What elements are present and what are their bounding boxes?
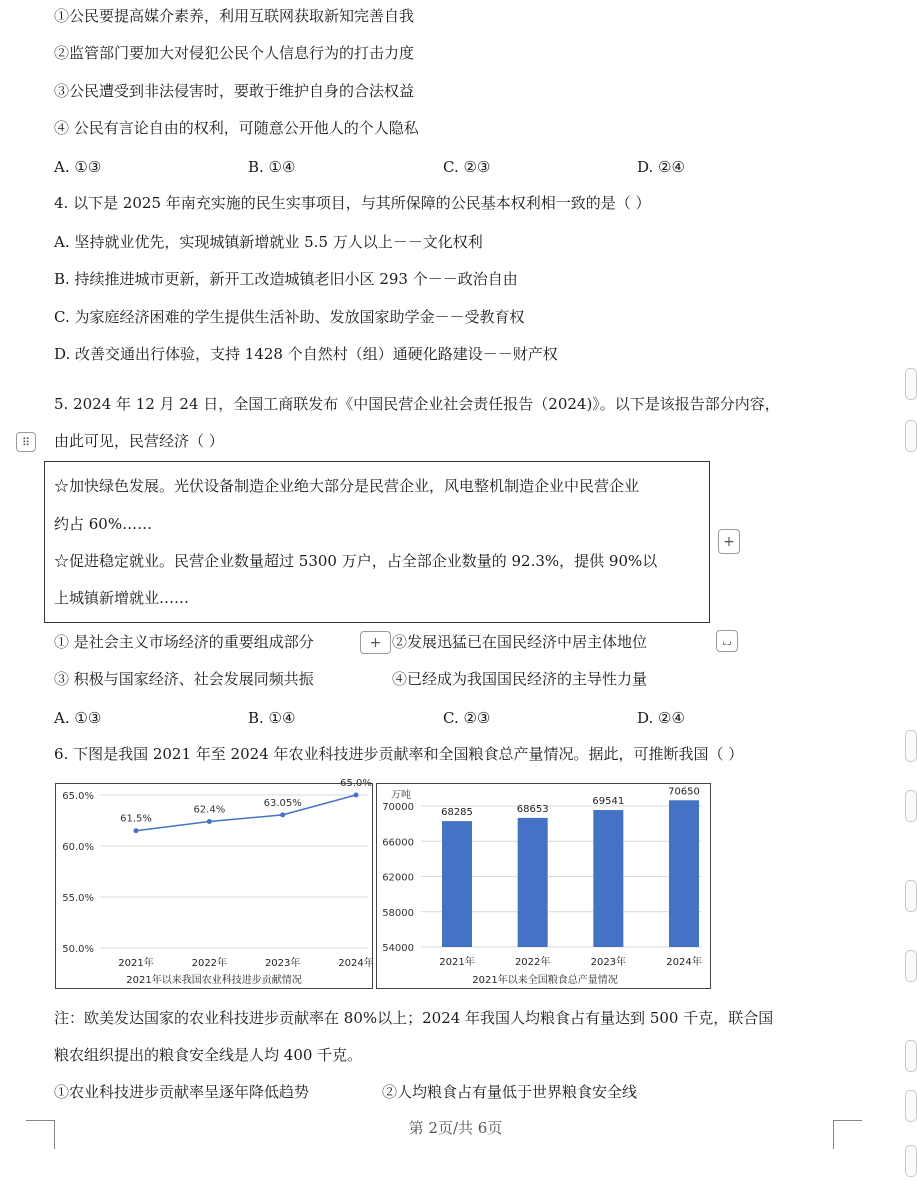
q5-box-line4: 上城镇新增就业…… bbox=[54, 589, 190, 607]
data-label: 62.4% bbox=[193, 804, 226, 816]
data-label: 70650 bbox=[668, 786, 700, 798]
q5-item-4: ④已经成为我国国民经济的主导性力量 bbox=[392, 670, 648, 688]
q5-option-b: B. ①④ bbox=[248, 709, 296, 727]
x-tick-label: 2021年 bbox=[118, 958, 154, 969]
y-unit-label: 万吨 bbox=[391, 790, 411, 801]
data-label: 65.0% bbox=[340, 778, 372, 789]
y-tick-label: 50.0% bbox=[62, 944, 94, 955]
q6-note-line1: 注：欧美发达国家的农业科技进步贡献率在 80%以上；2024 年我国人均粮食占有量达到 500 千克，联合国 bbox=[54, 1009, 774, 1027]
q4-option-d: D. 改善交通出行体验，支持 1428 个自然村（组）通硬化路建设－－财产权 bbox=[54, 345, 558, 363]
series-line bbox=[136, 795, 356, 831]
q6-item-2: ②人均粮食占有量低于世界粮食安全线 bbox=[382, 1083, 638, 1101]
q4-option-b: B. 持续推进城市更新，新开工改造城镇老旧小区 293 个－－政治自由 bbox=[54, 270, 518, 288]
line-chart bbox=[56, 778, 374, 988]
x-tick-label: 2022年 bbox=[514, 957, 551, 968]
q6-item-1: ①农业科技进步贡献率呈逐年降低趋势 bbox=[54, 1083, 310, 1101]
resize-handle-icon[interactable]: ⌞⌟ bbox=[716, 630, 738, 652]
q6-note-line2: 粮农组织提出的粮食安全线是人均 400 千克。 bbox=[54, 1046, 363, 1064]
q5-box-line3: ☆促进稳定就业。民营企业数量超过 5300 万户，占全部企业数量的 92.3%，提供 90%以 bbox=[54, 552, 658, 570]
add-column-icon[interactable]: + bbox=[718, 529, 740, 554]
q5-item-1: ① 是社会主义市场经济的重要组成部分 bbox=[54, 633, 314, 651]
data-point bbox=[207, 819, 212, 824]
q3-option-c: C. ②③ bbox=[443, 158, 491, 176]
sidebar-tab[interactable] bbox=[905, 1090, 917, 1122]
data-label: 61.5% bbox=[120, 813, 152, 825]
q4-option-c: C. 为家庭经济困难的学生提供生活补助、发放国家助学金－－受教育权 bbox=[54, 308, 525, 326]
bar bbox=[593, 810, 623, 947]
data-label: 63.05% bbox=[263, 797, 302, 809]
data-label: 68285 bbox=[441, 807, 473, 819]
add-row-icon[interactable]: + bbox=[360, 631, 391, 654]
q5-option-d: D. ②④ bbox=[637, 709, 685, 727]
q5-box-line2: 约占 60%…… bbox=[54, 515, 153, 533]
x-tick-label: 2021年 bbox=[439, 957, 475, 968]
q3-item-1: ①公民要提高媒介素养，利用互联网获取新知完善自我 bbox=[54, 7, 415, 25]
sidebar-tab[interactable] bbox=[905, 880, 917, 912]
x-tick-label: 2022年 bbox=[191, 958, 228, 969]
sidebar-tab[interactable] bbox=[905, 950, 917, 982]
line-chart-frame bbox=[55, 778, 374, 989]
q4-stem: 4. 以下是 2025 年南充实施的民生实事项目，与其所保障的公民基本权利相一致的是（ ） bbox=[54, 194, 651, 212]
data-point bbox=[280, 812, 285, 817]
bar bbox=[442, 821, 472, 947]
q4-option-a: A. 坚持就业优先，实现城镇新增就业 5.5 万人以上－－文化权利 bbox=[54, 233, 483, 251]
data-label: 68653 bbox=[516, 803, 549, 815]
sidebar-tab[interactable] bbox=[905, 730, 917, 762]
q5-option-c: C. ②③ bbox=[443, 709, 491, 727]
data-point bbox=[134, 828, 139, 833]
sidebar-tab[interactable] bbox=[905, 1145, 917, 1177]
data-point bbox=[354, 793, 359, 798]
q3-option-d: D. ②④ bbox=[637, 158, 685, 176]
q5-stem-line1: 5. 2024 年 12 月 24 日，全国工商联发布《中国民营企业社会责任报告（2024)》。以下是该报告部分内容， bbox=[54, 395, 780, 413]
y-tick-label: 55.0% bbox=[62, 893, 94, 904]
bar bbox=[669, 800, 699, 947]
bar bbox=[518, 818, 548, 947]
y-tick-label: 70000 bbox=[382, 802, 414, 813]
y-tick-label: 54000 bbox=[382, 943, 414, 954]
q3-item-2: ②监管部门要加大对侵犯公民个人信息行为的打击力度 bbox=[54, 44, 415, 62]
q3-option-b: B. ①④ bbox=[248, 158, 296, 176]
q3-item-4: ④ 公民有言论自由的权利，可随意公开他人的个人隐私 bbox=[54, 119, 419, 137]
y-tick-label: 60.0% bbox=[62, 842, 94, 853]
y-tick-label: 65.0% bbox=[62, 791, 94, 802]
q3-option-a: A. ①③ bbox=[54, 158, 102, 176]
x-tick-label: 2024年 bbox=[666, 957, 702, 968]
q5-stem-line2: 由此可见，民营经济（ ） bbox=[54, 432, 224, 450]
sidebar-tab[interactable] bbox=[905, 368, 917, 400]
y-tick-label: 58000 bbox=[382, 907, 414, 919]
drag-handle-icon[interactable]: ⠿ bbox=[16, 432, 36, 452]
chart-title: 2021年以来我国农业科技进步贡献情况 bbox=[126, 975, 302, 986]
y-tick-label: 66000 bbox=[382, 837, 414, 849]
y-tick-label: 62000 bbox=[382, 872, 414, 884]
chart-title: 2021年以来全国粮食总产量情况 bbox=[472, 975, 618, 986]
q5-box-line1: ☆加快绿色发展。光伏设备制造企业绝大部分是民营企业，风电整机制造企业中民营企业 bbox=[54, 477, 640, 495]
q6-stem: 6. 下图是我国 2021 年至 2024 年农业科技进步贡献率和全国粮食总产量情况。据此，可推断我国（ ） bbox=[54, 745, 744, 763]
q5-item-3: ③ 积极与国家经济、社会发展同频共振 bbox=[54, 670, 314, 688]
x-tick-label: 2023年 bbox=[590, 957, 627, 968]
q3-item-3: ③公民遭受到非法侵害时，要敢于维护自身的合法权益 bbox=[54, 82, 415, 100]
data-label: 69541 bbox=[592, 796, 625, 808]
sidebar-tab[interactable] bbox=[905, 420, 917, 452]
page-footer: 第 2页/共 6页 bbox=[408, 1119, 503, 1137]
x-tick-label: 2023年 bbox=[264, 958, 301, 969]
x-tick-label: 2024年 bbox=[338, 958, 374, 969]
q5-option-a: A. ①③ bbox=[54, 709, 102, 727]
bar-chart bbox=[377, 784, 710, 988]
bar-chart-frame bbox=[376, 783, 711, 989]
sidebar-tab[interactable] bbox=[905, 790, 917, 822]
q5-item-2: ②发展迅猛已在国民经济中居主体地位 bbox=[392, 633, 648, 651]
sidebar-tab[interactable] bbox=[905, 1040, 917, 1072]
